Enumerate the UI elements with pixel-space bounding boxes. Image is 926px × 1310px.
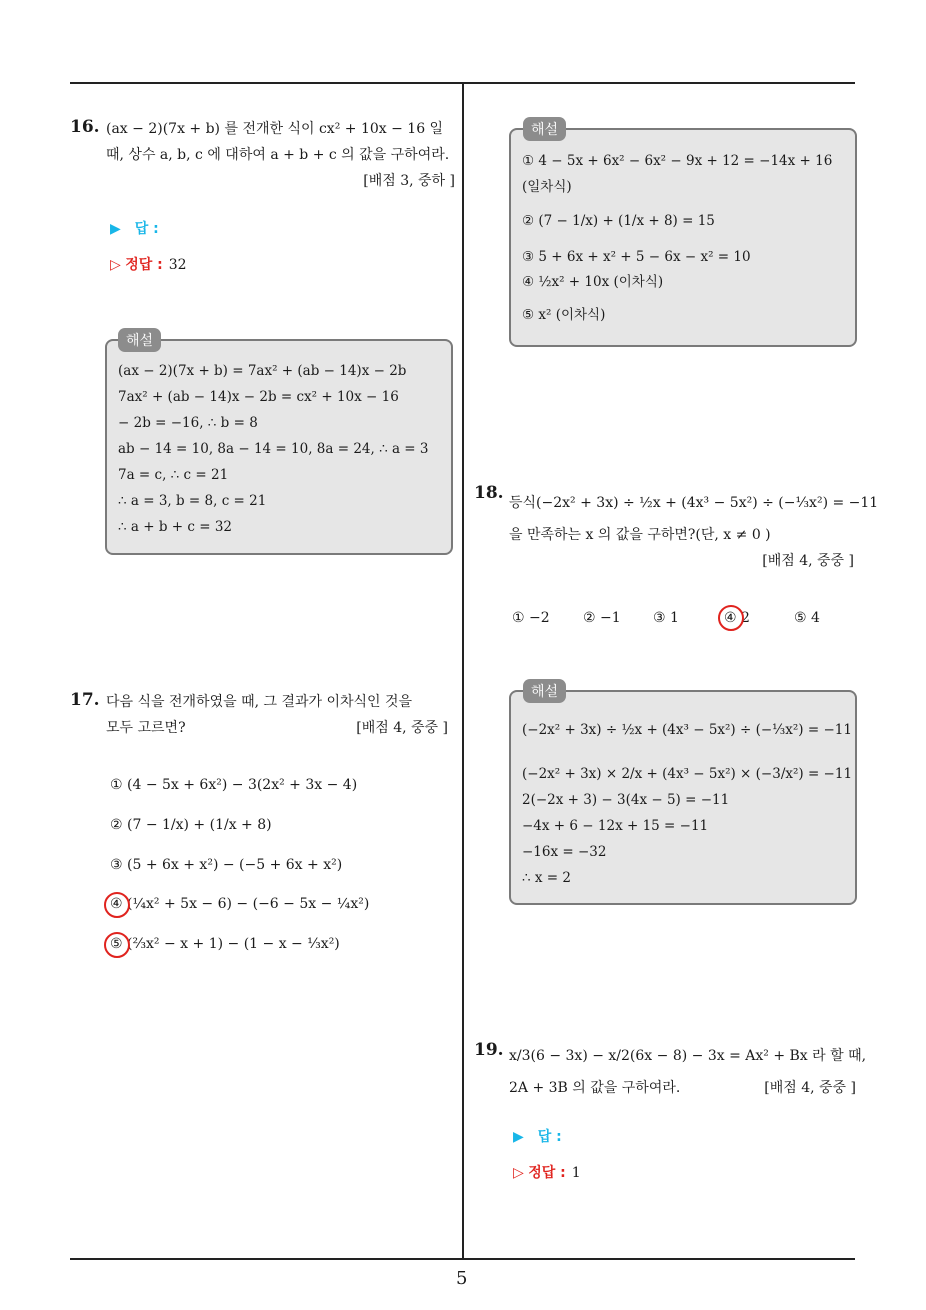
q17-option-5: ⑤ (⅔x² − x + 1) − (1 − x − ⅓x²) <box>110 936 340 952</box>
question-19-number: 19. <box>474 1040 504 1060</box>
q18-solution-line-2: (−2x² + 3x) × 2/x + (4x³ − 5x²) × (−3/x²) = −11 <box>522 766 853 782</box>
question-17-solution-tag: 해설 <box>523 117 566 141</box>
q16-solution-line-4: ab − 14 = 10, 8a − 14 = 10, 8a = 24, ∴ a = 3 <box>118 441 429 457</box>
question-16-line1: (ax − 2)(7x + b) 를 전개한 식이 cx² + 10x − 16 일 <box>106 121 444 137</box>
question-17-number: 17. <box>70 690 100 710</box>
triangle-outline-icon: ▷ <box>110 257 121 273</box>
q16-solution-line-6: ∴ a = 3, b = 8, c = 21 <box>118 493 267 509</box>
q18-solution-line-1: (−2x² + 3x) ÷ ½x + (4x³ − 5x²) ÷ (−⅓x²) = −11 <box>522 722 852 738</box>
q17-solution-line-5: ④ ½x² + 10x (이차식) <box>522 274 664 290</box>
play-icon: ▶ <box>513 1129 524 1145</box>
q18-option-5: ⑤ 4 <box>794 610 820 626</box>
q17-solution-line-6: ⑤ x² (이차식) <box>522 307 606 323</box>
page-number: 5 <box>456 1268 468 1289</box>
q18-solution-line-3: 2(−2x + 3) − 3(4x − 5) = −11 <box>522 792 730 808</box>
q18-solution-line-4: −4x + 6 − 12x + 15 = −11 <box>522 818 709 834</box>
question-18-points: [배점 4, 중중 ] <box>762 553 854 569</box>
q18-option-1: ① −2 <box>512 610 550 626</box>
bottom-rule <box>70 1258 855 1260</box>
q16-solution-line-3: − 2b = −16, ∴ b = 8 <box>118 415 258 431</box>
question-19-line1: x/3(6 − 3x) − x/2(6x − 8) − 3x = Ax² + Bx 라 할 때, <box>509 1048 867 1064</box>
q17-solution-line-3: ② (7 − 1/x) + (1/x + 8) = 15 <box>522 213 715 229</box>
question-17-points: [배점 4, 중중 ] <box>356 720 448 736</box>
q16-solution-line-2: 7ax² + (ab − 14)x − 2b = cx² + 10x − 16 <box>118 389 399 405</box>
q18-solution-line-6: ∴ x = 2 <box>522 870 571 886</box>
q16-solution-line-7: ∴ a + b + c = 32 <box>118 519 232 535</box>
question-17-line2: 모두 고르면? <box>106 720 186 736</box>
q17-solution-line-2: (일차식) <box>522 179 572 195</box>
question-16-correct: ▷ 정답 : 32 <box>110 257 187 273</box>
question-16-number: 16. <box>70 117 100 137</box>
q17-solution-line-4: ③ 5 + 6x + x² + 5 − 6x − x² = 10 <box>522 249 751 265</box>
question-17-line1: 다음 식을 전개하였을 때, 그 결과가 이차식인 것을 <box>106 694 413 710</box>
question-19-answer: ▶ 답 : <box>513 1129 562 1145</box>
q16-solution-line-5: 7a = c, ∴ c = 21 <box>118 467 229 483</box>
q18-option-4: ④ 2 <box>724 610 750 626</box>
question-18-solution-tag: 해설 <box>523 679 566 703</box>
q18-solution-line-5: −16x = −32 <box>522 844 607 860</box>
q17-option-1: ① (4 − 5x + 6x²) − 3(2x² + 3x − 4) <box>110 777 358 793</box>
question-16-solution-tag: 해설 <box>118 328 161 352</box>
q17-option-2: ② (7 − 1/x) + (1/x + 8) <box>110 817 272 833</box>
q17-solution-line-1: ① 4 − 5x + 6x² − 6x² − 9x + 12 = −14x + 16 <box>522 153 833 169</box>
q17-option-4: ④ (¼x² + 5x − 6) − (−6 − 5x − ¼x²) <box>110 896 370 912</box>
question-19-line2: 2A + 3B 의 값을 구하여라. <box>509 1080 681 1096</box>
q18-option-2: ② −1 <box>583 610 621 626</box>
question-18-number: 18. <box>474 483 504 503</box>
q17-option-3: ③ (5 + 6x + x²) − (−5 + 6x + x²) <box>110 857 343 873</box>
play-icon: ▶ <box>110 221 121 237</box>
question-19-correct: ▷ 정답 : 1 <box>513 1165 581 1181</box>
triangle-outline-icon: ▷ <box>513 1165 524 1181</box>
q18-option-4-mark <box>718 605 744 631</box>
question-16-line2: 때, 상수 a, b, c 에 대하여 a + b + c 의 값을 구하여라. <box>106 147 450 163</box>
question-19-points: [배점 4, 중중 ] <box>764 1080 856 1096</box>
question-18-line1: 등식(−2x² + 3x) ÷ ½x + (4x³ − 5x²) ÷ (−⅓x²) = −11 <box>509 495 879 511</box>
question-18-line2: 을 만족하는 x 의 값을 구하면?(단, x ≠ 0 ) <box>509 527 771 543</box>
column-divider <box>462 82 464 1258</box>
q16-solution-line-1: (ax − 2)(7x + b) = 7ax² + (ab − 14)x − 2b <box>118 363 407 379</box>
q17-option-5-mark <box>104 932 130 958</box>
question-16-answer: ▶ 답 : <box>110 221 159 237</box>
q18-option-3: ③ 1 <box>653 610 679 626</box>
q17-option-4-mark <box>104 892 130 918</box>
question-16-points: [배점 3, 중하 ] <box>363 173 455 189</box>
